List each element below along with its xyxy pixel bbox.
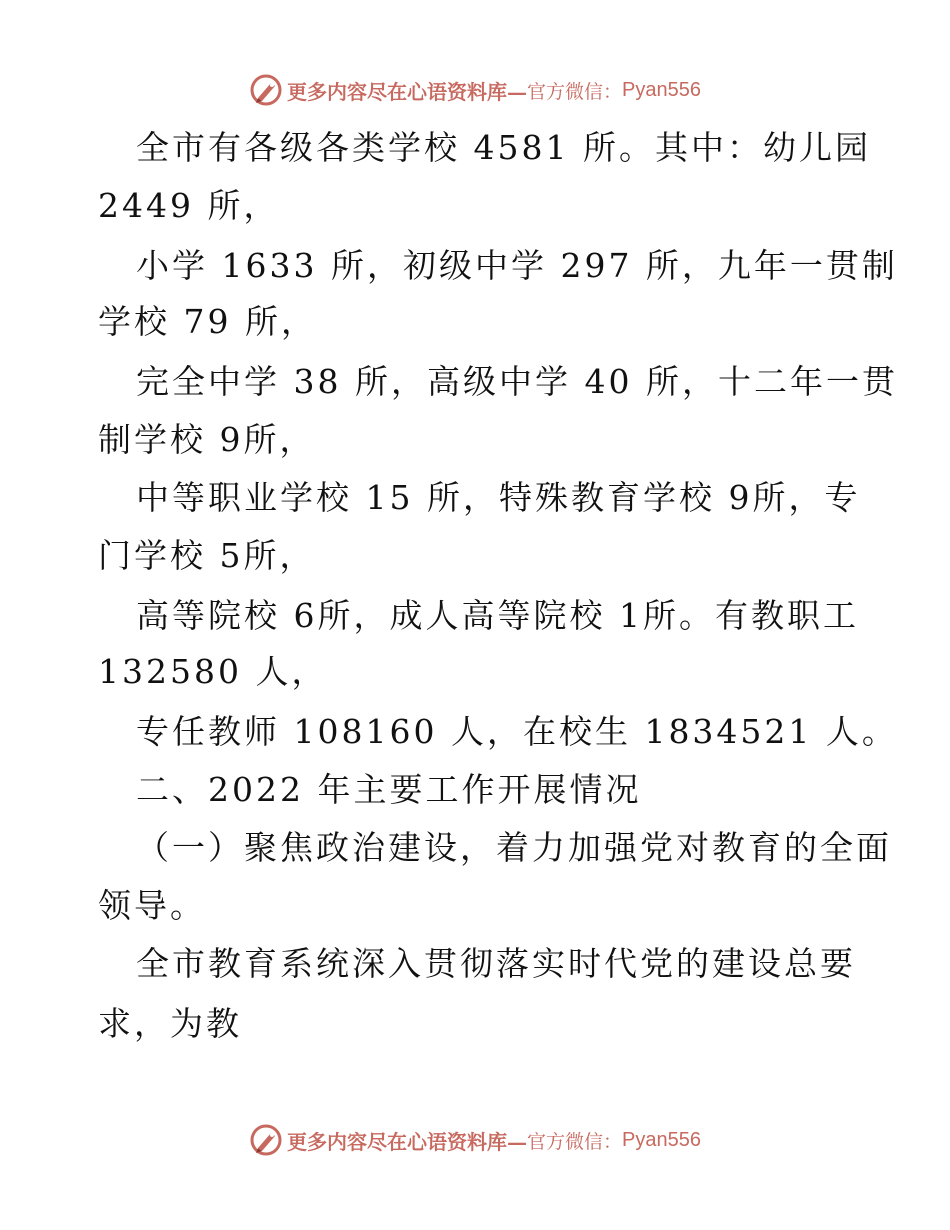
document-line: 高等院校 6所，成人高等院校 1所。有教职工: [136, 596, 859, 635]
document-line: 2449 所，: [98, 186, 280, 225]
watermark-wechat-label: 官方微信：: [527, 1130, 623, 1153]
watermark-wechat-id: Pyan556: [622, 1128, 701, 1151]
document-line: 学校 79 所，: [98, 302, 317, 341]
pen-logo-icon: [249, 73, 283, 107]
watermark-brand-text: 更多内容尽在心语资料库—: [287, 1129, 527, 1154]
footer-watermark: [0, 1118, 950, 1162]
document-line: 求，为教: [98, 1004, 242, 1043]
document-line: 完全中学 38 所，高级中学 40 所，十二年一贯: [136, 362, 898, 401]
document-line: 二、2022 年主要工作开展情况: [136, 770, 642, 809]
document-line: 小学 1633 所，初级中学 297 所，九年一贯制: [136, 246, 898, 285]
header-watermark: [0, 68, 950, 112]
document-line: 全市教育系统深入贯彻落实时代党的建设总要: [136, 944, 856, 983]
document-line: 中等职业学校 15 所，特殊教育学校 9所，专: [136, 478, 861, 517]
document-line: 专任教师 108160 人，在校生 1834521 人。: [136, 712, 898, 751]
document-line: 制学校 9所，: [98, 420, 316, 459]
document-line: 领导。: [98, 886, 206, 925]
document-line: 全市有各级各类学校 4581 所。其中：幼儿园: [136, 128, 871, 167]
watermark-wechat-id: Pyan556: [622, 78, 701, 101]
watermark-brand-text: 更多内容尽在心语资料库—: [287, 79, 527, 104]
document-line: 132580 人，: [98, 652, 328, 691]
watermark-wechat-label: 官方微信：: [527, 80, 623, 103]
document-line: 门学校 5所，: [98, 536, 316, 575]
pen-logo-icon: [249, 1123, 283, 1157]
document-line: （一）聚焦政治建设，着力加强党对教育的全面: [136, 828, 892, 867]
